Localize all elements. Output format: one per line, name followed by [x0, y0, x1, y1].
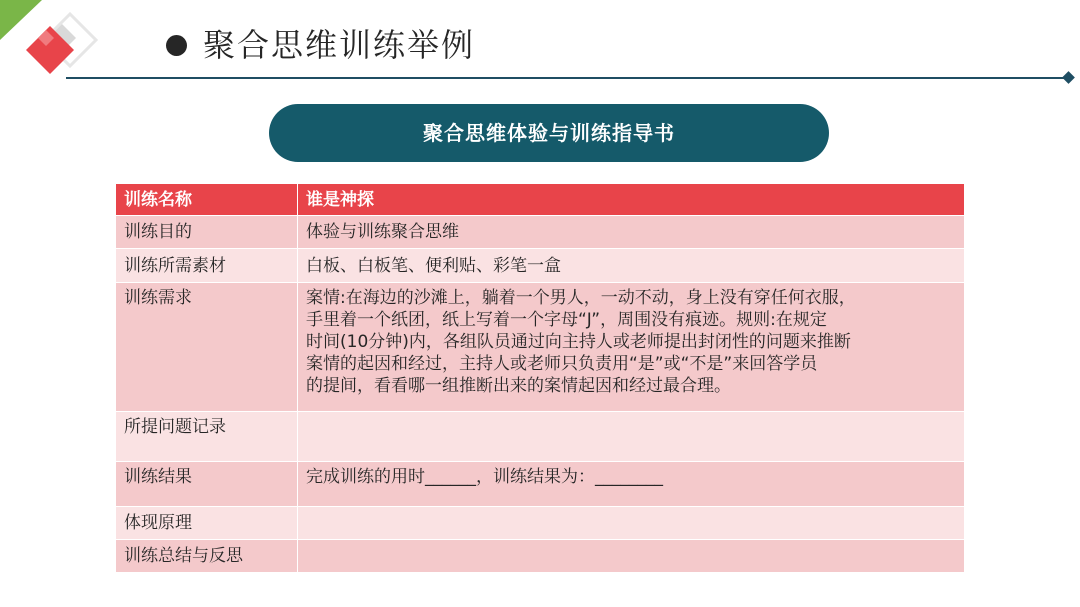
row-label: 训练所需素材	[116, 249, 298, 283]
divider-diamond-icon	[1062, 71, 1075, 84]
row-label: 体现原理	[116, 507, 298, 540]
table-row	[116, 216, 965, 249]
table-row	[116, 283, 965, 412]
table-row	[116, 412, 965, 462]
requirement-line: 手里着一个纸团，纸上写着一个字母“J”，周围没有痕迹。规则:在规定	[306, 310, 827, 330]
header-value-cell: 谁是神探	[298, 184, 965, 216]
bullet-icon	[166, 35, 187, 56]
row-value	[298, 540, 965, 573]
row-label: 训练目的	[116, 216, 298, 249]
row-value: 体验与训练聚合思维	[298, 216, 965, 249]
table-row	[116, 462, 965, 507]
requirement-line: 案情:在海边的沙滩上，躺着一个男人，一动不动，身上没有穿任何衣服，	[306, 288, 856, 308]
table-row	[116, 507, 965, 540]
row-value	[298, 283, 965, 412]
table-row	[116, 249, 965, 283]
row-value: 白板、白板笔、便利贴、彩笔一盒	[298, 249, 965, 283]
row-label: 所提问题记录	[116, 412, 298, 462]
row-label: 训练总结与反思	[116, 540, 298, 573]
guide-table	[115, 183, 965, 573]
row-value	[298, 507, 965, 540]
table-header-row	[116, 184, 965, 216]
guide-heading: 聚合思维体验与训练指导书	[269, 104, 829, 162]
row-value	[298, 412, 965, 462]
requirement-line: 案情的起因和经过，主持人或老师只负责用“是”或“不是”来回答学员	[306, 354, 818, 374]
corner-decoration	[0, 0, 120, 100]
row-label: 训练结果	[116, 462, 298, 507]
requirement-line: 的提间，看看哪一组推断出来的案情起因和经过最合理。	[306, 376, 731, 396]
header-label-cell: 训练名称	[116, 184, 298, 216]
table-row	[116, 540, 965, 573]
title-divider	[66, 77, 1068, 79]
page-title: 聚合思维训练举例	[203, 26, 476, 64]
row-label: 训练需求	[116, 283, 298, 412]
requirement-line: 时间(10分钟)内，各组队员通过向主持人或老师提出封闭性的问题来推断	[306, 332, 851, 352]
row-value: 完成训练的用时______，训练结果为：________	[298, 462, 965, 507]
